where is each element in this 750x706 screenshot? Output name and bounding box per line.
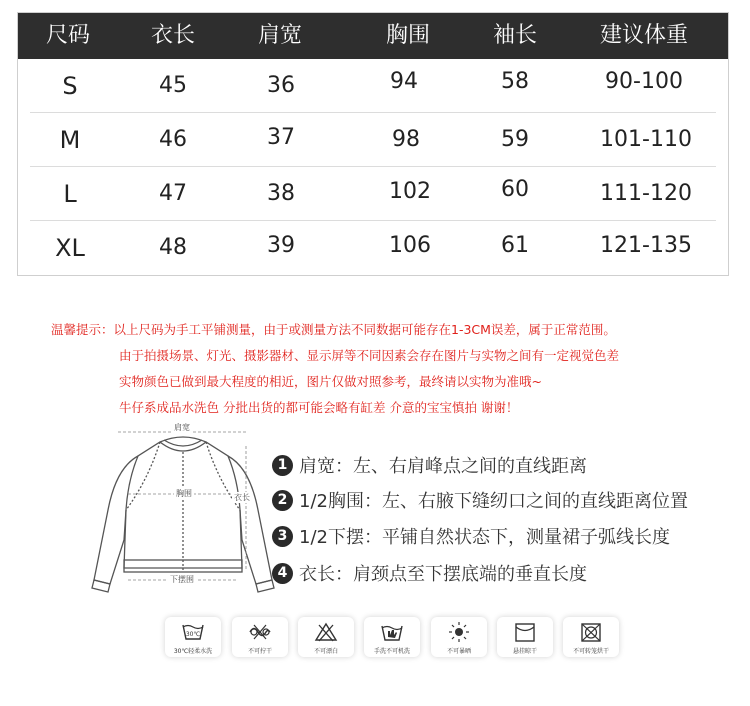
- table-row: [18, 221, 728, 275]
- care-no-bleach: [298, 617, 354, 657]
- header-shoulder: 肩宽: [257, 23, 303, 48]
- cell-shoulder: 39: [267, 233, 295, 258]
- cell-sleeve: 59: [501, 127, 529, 152]
- hand-wash-icon: [380, 621, 404, 643]
- cell-length: 48: [159, 235, 187, 260]
- table-row: [18, 167, 728, 221]
- cell-shoulder: 38: [267, 181, 295, 206]
- table-header: [18, 13, 728, 59]
- care-no-dry-clean: [563, 617, 619, 657]
- header-sleeve: 袖长: [492, 23, 538, 48]
- label-shoulder: 肩宽: [174, 423, 190, 432]
- measurement-text: 1/2下摆：平铺自然状态下，测量裙子弧线长度: [299, 527, 670, 548]
- care-wash-30: [165, 617, 221, 657]
- header-weight: 建议体重: [599, 23, 689, 48]
- cell-chest: 102: [389, 179, 431, 204]
- no-sun-icon: [447, 621, 471, 643]
- number-badge: 4: [272, 563, 293, 584]
- cell-size: S: [62, 72, 78, 100]
- care-label: 手洗不可机洗: [373, 648, 410, 655]
- number-badge: 3: [272, 526, 293, 547]
- cell-size: L: [63, 180, 77, 208]
- number-badge: 2: [272, 490, 293, 511]
- no-dry-clean-icon: [579, 621, 603, 643]
- size-table: [17, 12, 729, 276]
- header-chest: 胸围: [385, 23, 431, 48]
- care-label: 30℃轻柔水洗: [173, 648, 213, 655]
- note-line-2: 由于拍摄场景、灯光、摄影器材、显示屏等不同因素会存在图片与实物之间有一定视觉色差: [119, 348, 620, 363]
- cell-chest: 98: [392, 127, 420, 152]
- cell-sleeve: 61: [501, 233, 529, 258]
- list-item: [272, 450, 587, 480]
- care-hand-wash: [364, 617, 420, 657]
- label-length: 衣长: [234, 493, 250, 502]
- cell-shoulder: 36: [267, 73, 295, 98]
- care-label: 不可漂白: [313, 648, 338, 655]
- cell-length: 45: [159, 73, 187, 98]
- number-badge: 1: [272, 455, 293, 476]
- cell-shoulder: 37: [267, 125, 295, 150]
- care-label: 悬挂晾干: [512, 648, 537, 655]
- cell-weight: 111-120: [600, 181, 692, 206]
- cell-length: 47: [159, 181, 187, 206]
- measurement-text: 衣长：肩颈点至下摆底端的垂直长度: [299, 564, 587, 585]
- care-no-sun: [431, 617, 487, 657]
- cell-length: 46: [159, 127, 187, 152]
- care-label: 不可暴晒: [446, 648, 471, 655]
- list-item: [272, 485, 688, 515]
- cell-chest: 94: [390, 69, 418, 94]
- wash-temp: 30℃: [185, 631, 201, 638]
- hang-dry-icon: [513, 621, 537, 643]
- cell-size: M: [59, 126, 81, 154]
- measurement-text: 1/2胸围：左、右腋下缝纫口之间的直线距离位置: [299, 491, 688, 512]
- cell-chest: 106: [389, 233, 431, 258]
- note-line-4: 牛仔系成品水洗色 分批出货的都可能会略有缸差 介意的宝宝慎拍 谢谢！: [119, 400, 519, 415]
- no-bleach-icon: [314, 621, 338, 643]
- measurement-text: 肩宽：左、右肩峰点之间的直线距离: [299, 456, 587, 477]
- jacket-outline-icon: [88, 420, 278, 600]
- table-row: [18, 113, 728, 167]
- label-chest: 胸围: [176, 489, 192, 498]
- table-row: [18, 59, 728, 113]
- cell-sleeve: 60: [501, 177, 529, 202]
- list-item: [272, 558, 587, 588]
- cell-weight: 121-135: [600, 233, 692, 258]
- header-size: 尺码: [45, 23, 91, 48]
- care-hang-dry: [497, 617, 553, 657]
- cell-size: XL: [55, 234, 85, 262]
- note-line-3: 实物颜色已做到最大程度的相近，图片仅做对照参考，最终请以实物为准哦~: [119, 374, 542, 389]
- jacket-diagram: [88, 420, 278, 600]
- cell-sleeve: 58: [501, 69, 529, 94]
- cell-weight: 90-100: [605, 69, 683, 94]
- no-tumble-dry-icon: [248, 621, 272, 643]
- care-label: 不可拧干: [247, 648, 272, 655]
- care-no-wring: [232, 617, 288, 657]
- cell-weight: 101-110: [600, 127, 692, 152]
- header-length: 衣长: [150, 23, 196, 48]
- care-label: 不可转笼烘干: [572, 648, 609, 655]
- list-item: [272, 521, 670, 551]
- label-hem: 下摆围: [170, 575, 194, 584]
- note-line-1: 温馨提示：以上尺码为手工平铺测量，由于或测量方法不同数据可能存在1-3CM误差，属于正常范围。: [51, 322, 616, 337]
